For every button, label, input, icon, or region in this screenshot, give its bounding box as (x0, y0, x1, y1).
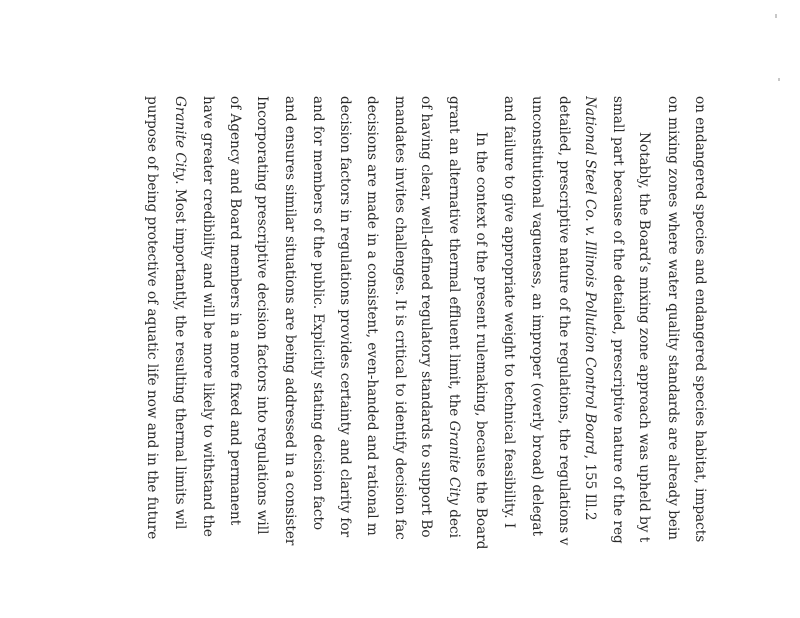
text-line (225, 96, 245, 525)
text-segment: mandates invites challenges. It is critical to identify decision fac (392, 96, 408, 540)
text-segment: grant an alternative thermal effluent limit, the (446, 96, 462, 421)
text-segment: , 155 Ill.2 (582, 454, 598, 521)
text-segment: decision factors in regulations provides certainty and clarity for (337, 96, 353, 538)
text-line (252, 96, 272, 534)
italic-segment: Granite City (172, 96, 188, 181)
text-line (280, 96, 300, 545)
scan-speck (775, 14, 777, 18)
text-segment: on endangered species and endangered species habitat, impacts (692, 96, 708, 543)
text-segment: and for members of the public. Explicitly stating decision facto (310, 96, 326, 531)
text-line (308, 96, 328, 530)
text-lines (136, 96, 710, 618)
text-segment: small part because of the detailed, prescriptive nature of the reg (610, 96, 626, 544)
italic-segment: Granite City (446, 420, 462, 505)
text-line (608, 96, 628, 544)
text-segment: of Agency and Board members in a more fixed and permanent (227, 96, 243, 526)
text-line (527, 96, 547, 536)
text-line (471, 132, 491, 549)
text-segment: unconstitutional vagueness, an improper (overly broad) delegat (529, 96, 545, 536)
text-line (142, 96, 162, 539)
text-segment: decisions are made in a consistent, even-handed and rational m (364, 96, 380, 536)
text-line (362, 96, 382, 536)
text-line (634, 132, 654, 542)
text-line (690, 96, 710, 542)
text-line (444, 96, 464, 538)
text-segment: have greater credibility and will be more likely to withstand the (200, 96, 216, 537)
text-segment: of having clear, well-defined regulatory standards to support Bo (418, 96, 434, 538)
text-segment: In the context of the present rulemaking, because the Board (473, 132, 489, 550)
text-line (499, 96, 519, 528)
text-line (663, 96, 683, 540)
text-segment: deci (446, 504, 462, 538)
text-line (416, 96, 436, 538)
text-line (335, 96, 355, 537)
scan-speck (778, 78, 780, 81)
italic-segment: National Steel Co. v. Illinois Pollution Control Board (582, 96, 598, 455)
rotated-text-block (136, 96, 710, 618)
text-segment: and ensures similar situations are being addressed in a consister (282, 96, 298, 546)
text-line (580, 96, 600, 521)
text-line (198, 96, 218, 537)
text-segment: and failure to give appropriate weight to technical feasibility. I (501, 96, 517, 529)
text-segment: . Most importantly, the resulting thermal limits wil (172, 180, 188, 530)
text-segment: Notably, the Board’s mixing zone approach was upheld by t (636, 132, 652, 543)
text-segment: Incorporating prescriptive decision factors into regulations will (254, 96, 270, 535)
text-segment: on mixing zones where water quality standards are already bein (665, 96, 681, 541)
text-line (554, 96, 574, 545)
text-segment: purpose of being protective of aquatic life now and in the future (144, 96, 160, 540)
text-line (390, 96, 410, 540)
text-line (170, 96, 190, 529)
text-segment: detailed, prescriptive nature of the regulations, the regulations v (556, 96, 572, 546)
